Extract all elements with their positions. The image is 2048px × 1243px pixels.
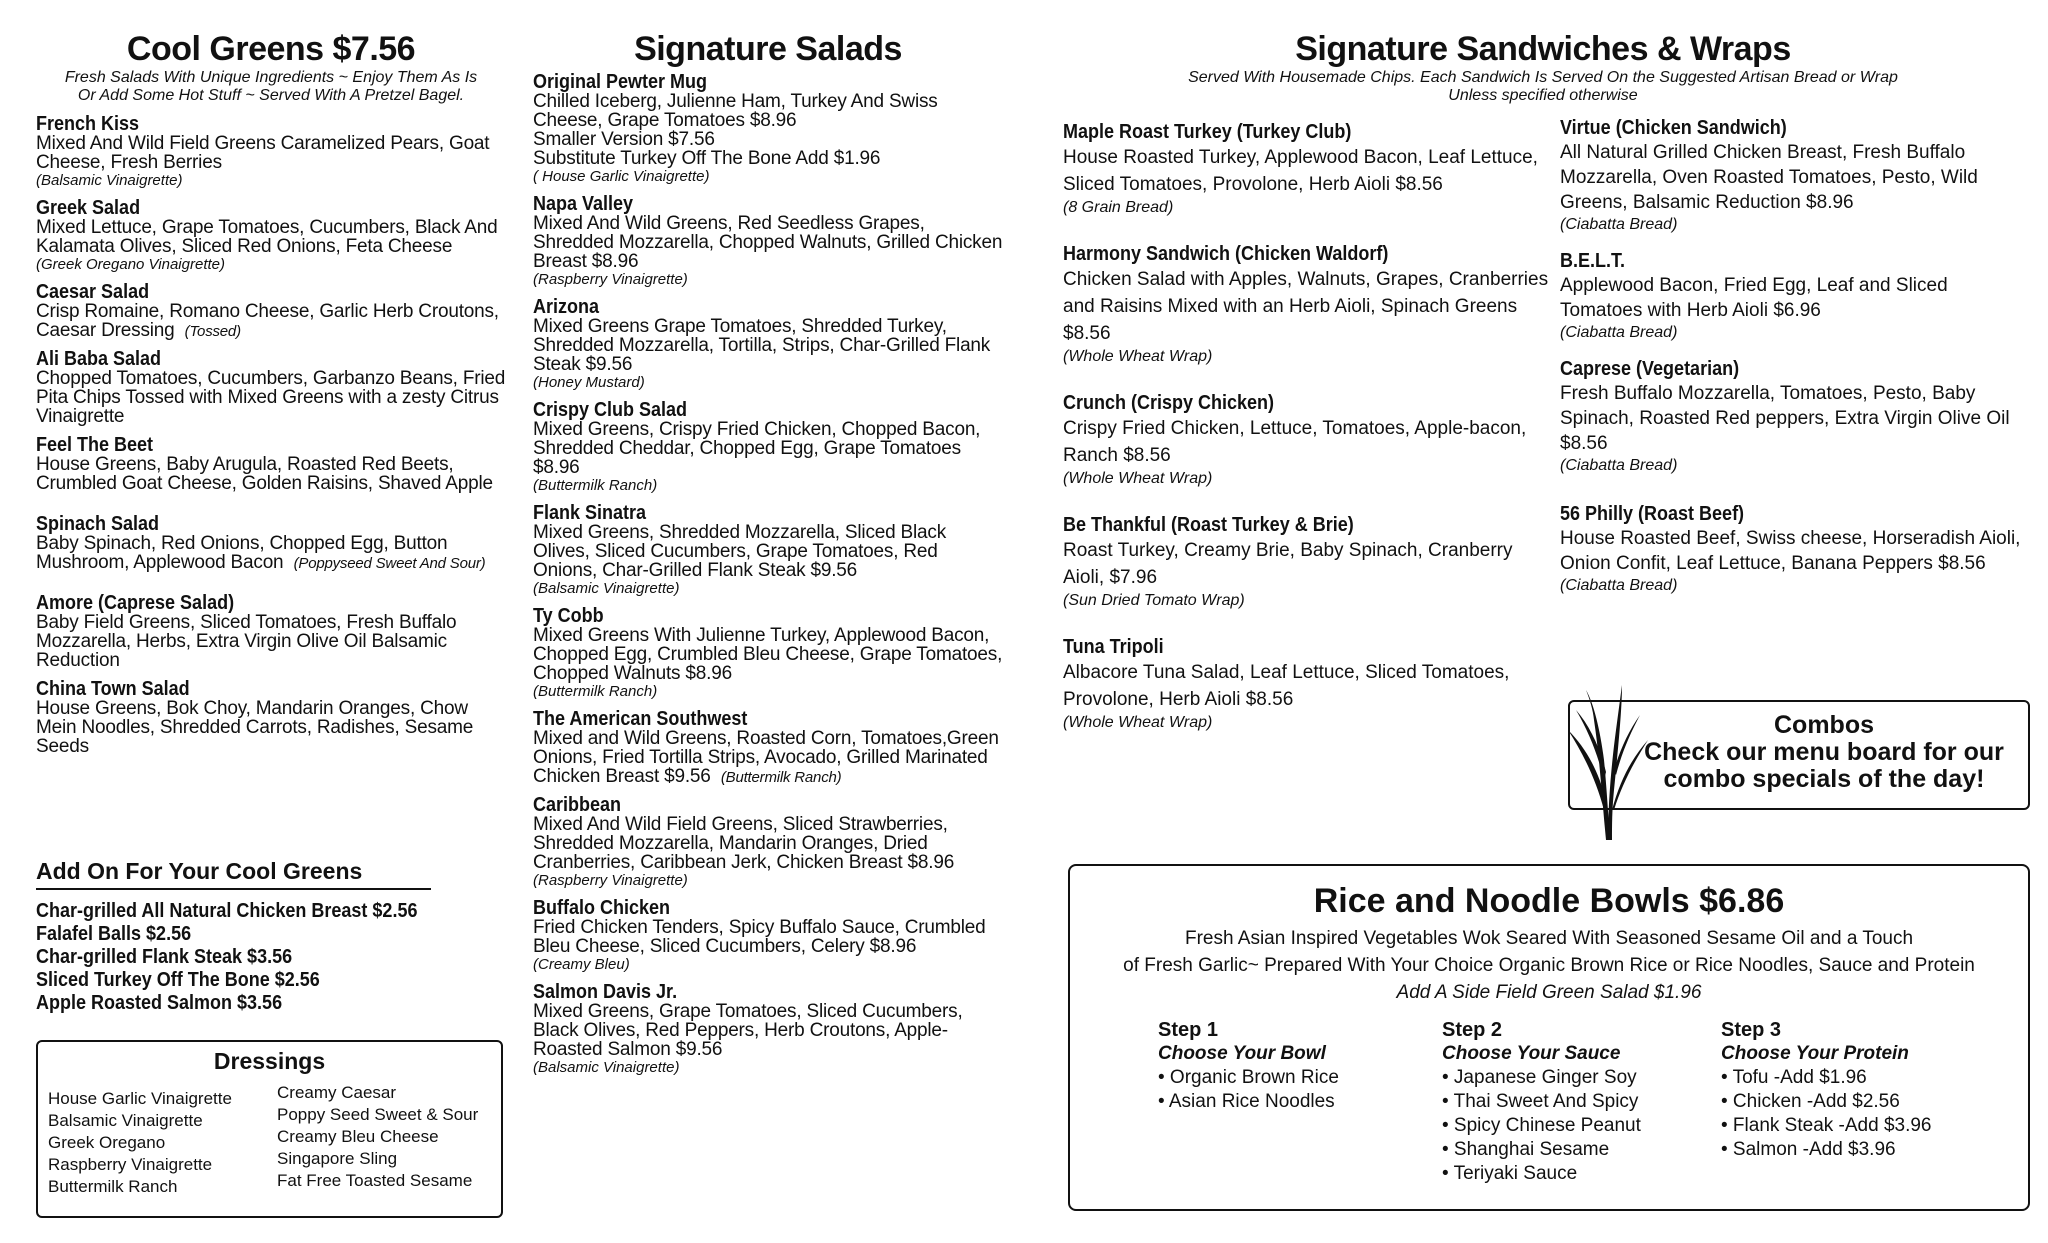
- bowls-title: Rice and Noodle Bowls $6.86: [1313, 882, 1785, 920]
- combos-line: Combos: [1774, 711, 1874, 739]
- item-name: Caprese (Vegetarian): [1560, 358, 1740, 380]
- item-desc: House Roasted Beef, Swiss cheese, Horseradish Aioli, Onion Confit, Leaf Lettuce, Banana Peppers $8.56: [1560, 528, 2021, 574]
- step-option: • Tofu -Add $1.96: [1721, 1067, 1867, 1088]
- item-desc: Mixed Lettuce, Grape Tomatoes, Cucumbers, Black And Kalamata Olives, Sliced Red Onions, Feta Cheese: [36, 217, 498, 257]
- dressing-item: Creamy Bleu Cheese: [277, 1127, 439, 1146]
- dressing-item: Greek Oregano: [48, 1133, 166, 1152]
- step-name: Step 3: [1721, 1019, 1782, 1041]
- item-note: (Creamy Bleu): [533, 956, 630, 973]
- dressing-item: Fat Free Toasted Sesame: [277, 1171, 473, 1190]
- item-name: Napa Valley: [533, 193, 634, 215]
- menu-item: [533, 607, 1003, 700]
- item-desc: Mixed Greens Grape Tomatoes, Shredded Turkey, Shredded Mozzarella, Tortilla, Strips, Char-Grilled Flank Steak $9.56: [533, 316, 991, 375]
- item-note: (Ciabatta Bread): [1560, 577, 1678, 594]
- item-name: French Kiss: [36, 113, 140, 135]
- bowls-desc-line: Fresh Asian Inspired Vegetables Wok Seared With Seasoned Sesame Oil and a Touch: [1184, 928, 1914, 949]
- subtitle-line: Or Add Some Hot Stuff ~ Served With A Pretzel Bagel.: [77, 87, 465, 104]
- add-on-item: Char-grilled All Natural Chicken Breast $2.56: [36, 900, 418, 922]
- sandwiches-title: Signature Sandwiches & Wraps: [1295, 30, 1791, 68]
- item-name: Crunch (Crispy Chicken): [1063, 392, 1275, 414]
- step-option: • Salmon -Add $3.96: [1721, 1139, 1896, 1160]
- item-name: 56 Philly (Roast Beef): [1560, 503, 1745, 525]
- dressing-item: House Garlic Vinaigrette: [48, 1089, 232, 1108]
- item-desc: Smaller Version $7.56: [533, 129, 715, 150]
- item-desc: Fresh Buffalo Mozzarella, Tomatoes, Pesto, Baby Spinach, Roasted Red peppers, Extra Virgin Olive Oil $8.56: [1560, 383, 2010, 454]
- item-note: (Greek Oregano Vinaigrette): [36, 256, 225, 273]
- combos-line: Check our menu board for our: [1644, 738, 2004, 766]
- menu-item: [36, 350, 506, 426]
- signature-salads-title: Signature Salads: [634, 30, 902, 68]
- bowls-step: [1158, 1018, 1339, 1114]
- item-note: (Whole Wheat Wrap): [1063, 714, 1213, 731]
- step-option: • Chicken -Add $2.56: [1721, 1091, 1900, 1112]
- item-name: Greek Salad: [36, 197, 141, 219]
- item-name: Feel The Beet: [36, 434, 154, 456]
- subtitle-line: Served With Housemade Chips. Each Sandwich Is Served On the Suggested Artisan Bread or Wrap: [1188, 69, 1898, 86]
- add-on-section: [36, 858, 506, 1015]
- item-desc: Chicken Salad with Apples, Walnuts, Grapes, Cranberries and Raisins Mixed with an Herb Aioli, Spinach Greens $8.56: [1063, 269, 1549, 344]
- bowls-side: Add A Side Field Green Salad $1.96: [1396, 982, 1702, 1003]
- step-option: • Teriyaki Sauce: [1442, 1163, 1578, 1184]
- item-name: Amore (Caprese Salad): [36, 592, 235, 614]
- item-desc: [533, 729, 1003, 786]
- item-desc: Mixed Greens, Crispy Fried Chicken, Chopped Bacon, Shredded Cheddar, Chopped Egg, Grape Tomatoes $8.96: [533, 419, 981, 478]
- item-desc: [36, 302, 506, 340]
- grass-blade: [1608, 685, 1622, 840]
- item-name: Spinach Salad: [36, 513, 160, 535]
- step-option: • Shanghai Sesame: [1442, 1139, 1610, 1160]
- grass-icon: [1560, 660, 1650, 840]
- item-note: (Whole Wheat Wrap): [1063, 470, 1213, 487]
- item-desc-text: Baby Spinach, Red Onions, Chopped Egg, Button Mushroom, Applewood Bacon: [36, 533, 448, 573]
- step-desc: Choose Your Sauce: [1442, 1043, 1621, 1064]
- add-on-item: Char-grilled Flank Steak $3.56: [36, 946, 293, 968]
- item-name: Salmon Davis Jr.: [533, 981, 678, 1003]
- item-desc-text: Mixed and Wild Greens, Roasted Corn, Tomatoes,Green Onions, Fried Tortilla Strips, Avocado, Grilled Marinated Chicken Breast $9.56: [533, 728, 999, 787]
- item-note: (Poppyseed Sweet And Sour): [293, 555, 486, 572]
- item-name: Harmony Sandwich (Chicken Waldorf): [1063, 243, 1389, 265]
- item-desc: [36, 534, 506, 572]
- item-name: Original Pewter Mug: [533, 71, 708, 93]
- step-option: • Spicy Chinese Peanut: [1442, 1115, 1641, 1136]
- item-note: (Raspberry Vinaigrette): [533, 872, 688, 889]
- add-on-list: [36, 900, 506, 1015]
- add-on-item: Sliced Turkey Off The Bone $2.56: [36, 969, 320, 991]
- bowls-step: [1721, 1018, 1932, 1162]
- item-desc: Applewood Bacon, Fried Egg, Leaf and Sliced Tomatoes with Herb Aioli $6.96: [1560, 275, 1948, 321]
- menu-item: [1063, 391, 1553, 489]
- menu-item: [36, 515, 506, 572]
- item-note: (Honey Mustard): [533, 374, 645, 391]
- item-desc-text: Crisp Romaine, Romano Cheese, Garlic Herb Croutons, Caesar Dressing: [36, 301, 499, 341]
- menu-item: [533, 298, 1003, 391]
- menu-item: [36, 594, 506, 670]
- step-option: • Asian Rice Noodles: [1158, 1091, 1335, 1112]
- combos-text: [1630, 712, 2018, 793]
- item-name: Ali Baba Salad: [36, 348, 162, 370]
- menu-item: [36, 199, 506, 273]
- dressings-title: Dressings: [213, 1048, 326, 1074]
- menu-item: [533, 504, 1003, 597]
- signature-salads-section: [533, 30, 1003, 1076]
- item-note: (Ciabatta Bread): [1560, 457, 1678, 474]
- item-name: Buffalo Chicken: [533, 897, 671, 919]
- item-name: Tuna Tripoli: [1063, 636, 1164, 658]
- item-desc: House Greens, Bok Choy, Mandarin Oranges, Chow Mein Noodles, Shredded Carrots, Radishes, Sesame Seeds: [36, 698, 474, 757]
- menu-item: [1063, 635, 1553, 733]
- item-note: (Balsamic Vinaigrette): [533, 1059, 680, 1076]
- menu-item: [1063, 242, 1553, 367]
- cool-greens-title: Cool Greens $7.56: [126, 30, 416, 68]
- step-name: Step 2: [1442, 1019, 1503, 1041]
- item-name: Arizona: [533, 296, 600, 318]
- item-desc: Mixed And Wild Greens, Red Seedless Grapes, Shredded Mozzarella, Chopped Walnuts, Grilled Chicken Breast $8.96: [533, 213, 1003, 272]
- combos-line: combo specials of the day!: [1663, 765, 1985, 793]
- menu-item: [533, 983, 1003, 1076]
- menu-item: [1063, 120, 1553, 218]
- sandwiches-header: [1063, 30, 2023, 105]
- item-name: China Town Salad: [36, 678, 190, 700]
- item-note: (Buttermilk Ranch): [720, 769, 842, 786]
- add-on-item: Apple Roasted Salmon $3.56: [36, 992, 283, 1014]
- item-note: (Tossed): [184, 323, 241, 340]
- item-desc: Mixed Greens With Julienne Turkey, Applewood Bacon, Chopped Egg, Crumbled Bleu Cheese, Grape Tomatoes, Chopped Walnuts $8.96: [533, 625, 1003, 684]
- menu-item: [1560, 116, 2030, 235]
- item-desc: House Greens, Baby Arugula, Roasted Red Beets, Crumbled Goat Cheese, Golden Raisins, Shaved Apple: [36, 454, 493, 494]
- item-desc: Substitute Turkey Off The Bone Add $1.96: [533, 148, 881, 169]
- add-on-item: Falafel Balls $2.56: [36, 923, 192, 945]
- dressing-item: Creamy Caesar: [277, 1083, 397, 1102]
- dressings-box: [36, 1040, 503, 1218]
- menu-item: [1560, 502, 2030, 596]
- item-desc: Crispy Fried Chicken, Lettuce, Tomatoes, Apple-bacon, Ranch $8.56: [1063, 418, 1527, 466]
- item-desc: Mixed And Wild Field Greens, Sliced Strawberries, Shredded Mozzarella, Mandarin Oranges, Dried Cranberries, Caribbean Jerk, Chicken Breast $8.96: [533, 814, 955, 873]
- step-option: • Japanese Ginger Soy: [1442, 1067, 1637, 1088]
- rice-noodle-bowls-box: [1068, 864, 2030, 1211]
- menu-item: [533, 899, 1003, 973]
- menu-item: [1560, 249, 2030, 343]
- item-note: (Balsamic Vinaigrette): [533, 580, 680, 597]
- menu-item: [1560, 357, 2030, 476]
- bowls-desc-line: of Fresh Garlic~ Prepared With Your Choice Organic Brown Rice or Rice Noodles, Sauce and Protein: [1123, 955, 1975, 976]
- item-desc: House Roasted Turkey, Applewood Bacon, Leaf Lettuce, Sliced Tomatoes, Provolone, Herb Aioli $8.56: [1063, 147, 1538, 195]
- step-desc: Choose Your Protein: [1721, 1043, 1909, 1064]
- item-note: (8 Grain Bread): [1063, 199, 1174, 216]
- dressings-list-right: [277, 1082, 478, 1192]
- sandwiches-right: [1560, 100, 2030, 596]
- menu-item: [533, 195, 1003, 288]
- item-name: Flank Sinatra: [533, 502, 647, 524]
- menu-item: [533, 73, 1003, 185]
- item-desc: Fried Chicken Tenders, Spicy Buffalo Sauce, Crumbled Bleu Cheese, Sliced Cucumbers, Celery $8.96: [533, 917, 986, 957]
- item-name: B.E.L.T.: [1560, 250, 1626, 272]
- item-note: ( House Garlic Vinaigrette): [533, 168, 710, 185]
- step-option: • Thai Sweet And Spicy: [1442, 1091, 1639, 1112]
- item-desc: Mixed Greens, Grape Tomatoes, Sliced Cucumbers, Black Olives, Red Peppers, Herb Croutons, Apple-Roasted Salmon $9.56: [533, 1001, 963, 1060]
- dressing-item: Raspberry Vinaigrette: [48, 1155, 213, 1174]
- menu-item: [533, 401, 1003, 494]
- menu-item: [36, 283, 506, 340]
- item-name: Maple Roast Turkey (Turkey Club): [1063, 121, 1352, 143]
- step-desc: Choose Your Bowl: [1158, 1043, 1326, 1064]
- dressings-list-left: [48, 1088, 232, 1198]
- menu-item: [36, 680, 506, 756]
- item-name: Caribbean: [533, 794, 622, 816]
- bowls-step: [1442, 1018, 1641, 1186]
- item-name: Be Thankful (Roast Turkey & Brie): [1063, 514, 1354, 536]
- subtitle-line: Fresh Salads With Unique Ingredients ~ Enjoy Them As Is: [64, 69, 478, 86]
- item-desc: Baby Field Greens, Sliced Tomatoes, Fresh Buffalo Mozzarella, Herbs, Extra Virgin Olive Oil Balsamic Reduction: [36, 612, 457, 671]
- menu-item: [36, 436, 506, 493]
- item-note: (Balsamic Vinaigrette): [36, 172, 183, 189]
- dressing-item: Poppy Seed Sweet & Sour: [277, 1105, 479, 1124]
- add-on-title: Add On For Your Cool Greens: [36, 858, 431, 890]
- cool-greens-subtitle: [36, 69, 506, 105]
- dressing-item: Singapore Sling: [277, 1149, 398, 1168]
- item-desc: Chilled Iceberg, Julienne Ham, Turkey And Swiss Cheese, Grape Tomatoes $8.96: [533, 91, 938, 131]
- item-note: (Sun Dried Tomato Wrap): [1063, 592, 1245, 609]
- step-option: • Flank Steak -Add $3.96: [1721, 1115, 1932, 1136]
- menu-item: [1063, 513, 1553, 611]
- subtitle-line: Unless specified otherwise: [1448, 87, 1638, 104]
- dressing-item: Buttermilk Ranch: [48, 1177, 178, 1196]
- item-note: (Buttermilk Ranch): [533, 477, 658, 494]
- menu-item: [36, 115, 506, 189]
- item-desc: Chopped Tomatoes, Cucumbers, Garbanzo Beans, Fried Pita Chips Tossed with Mixed Greens with a zesty Citrus Vinaigrette: [36, 368, 506, 427]
- item-note: (Ciabatta Bread): [1560, 216, 1678, 233]
- item-name: The American Southwest: [533, 708, 748, 730]
- item-name: Ty Cobb: [533, 605, 604, 627]
- item-name: Caesar Salad: [36, 281, 150, 303]
- item-desc: Roast Turkey, Creamy Brie, Baby Spinach, Cranberry Aioli, $7.96: [1063, 540, 1513, 588]
- menu-item: [533, 710, 1003, 786]
- item-name: Crispy Club Salad: [533, 399, 688, 421]
- item-name: Virtue (Chicken Sandwich): [1560, 117, 1787, 139]
- menu-item: [533, 796, 1003, 889]
- item-desc: Albacore Tuna Salad, Leaf Lettuce, Sliced Tomatoes, Provolone, Herb Aioli $8.56: [1063, 662, 1510, 710]
- cool-greens-section: [36, 30, 506, 756]
- item-desc: Mixed Greens, Shredded Mozzarella, Sliced Black Olives, Sliced Cucumbers, Grape Tomatoes, Red Onions, Char-Grilled Flank Steak $9.56: [533, 522, 947, 581]
- item-desc: All Natural Grilled Chicken Breast, Fresh Buffalo Mozzarella, Oven Roasted Tomatoes, Pesto, Wild Greens, Balsamic Reduction $8.96: [1560, 142, 1978, 213]
- step-name: Step 1: [1158, 1019, 1219, 1041]
- step-option: • Organic Brown Rice: [1158, 1067, 1339, 1088]
- item-note: (Buttermilk Ranch): [533, 683, 658, 700]
- bowls-desc: [1070, 925, 2028, 979]
- item-desc: Mixed And Wild Field Greens Caramelized Pears, Goat Cheese, Fresh Berries: [36, 133, 490, 173]
- item-note: (Raspberry Vinaigrette): [533, 271, 688, 288]
- sandwiches-left: [1063, 100, 1553, 733]
- dressing-item: Balsamic Vinaigrette: [48, 1111, 203, 1130]
- item-note: (Ciabatta Bread): [1560, 324, 1678, 341]
- item-note: (Whole Wheat Wrap): [1063, 348, 1213, 365]
